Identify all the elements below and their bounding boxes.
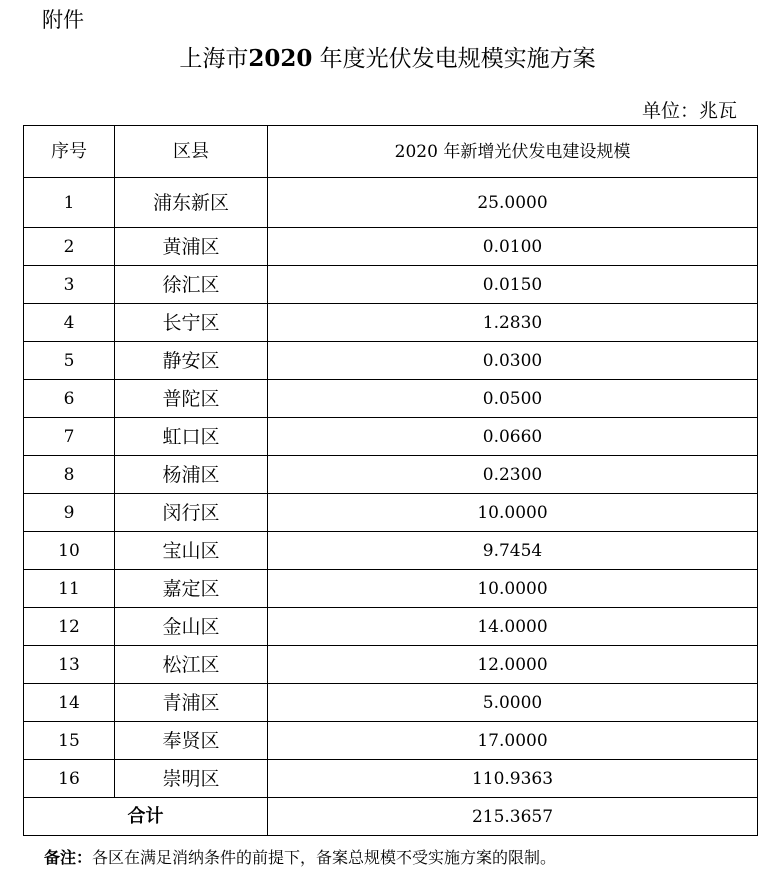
pv-scale-table [23, 125, 758, 836]
row-number: 10 [24, 532, 115, 570]
row-number: 11 [24, 570, 115, 608]
row-number: 14 [24, 684, 115, 722]
table-row [24, 608, 758, 646]
row-number: 8 [24, 456, 115, 494]
row-district: 普陀区 [115, 380, 268, 418]
row-number: 5 [24, 342, 115, 380]
table-header-row [24, 126, 758, 178]
row-value: 0.0100 [268, 228, 758, 266]
row-district: 杨浦区 [115, 456, 268, 494]
table-row [24, 380, 758, 418]
table-row [24, 342, 758, 380]
row-value: 5.0000 [268, 684, 758, 722]
table-row [24, 266, 758, 304]
table-row [24, 228, 758, 266]
footnote-label: 备注： [44, 848, 93, 867]
row-value: 10.0000 [268, 494, 758, 532]
header-no: 序号 [24, 126, 115, 178]
row-value: 17.0000 [268, 722, 758, 760]
table-row [24, 570, 758, 608]
row-district: 松江区 [115, 646, 268, 684]
row-value: 110.9363 [268, 760, 758, 798]
table-row [24, 532, 758, 570]
row-number: 9 [24, 494, 115, 532]
row-value: 0.0300 [268, 342, 758, 380]
row-number: 7 [24, 418, 115, 456]
row-number: 15 [24, 722, 115, 760]
table-row [24, 494, 758, 532]
row-district: 虹口区 [115, 418, 268, 456]
row-district: 金山区 [115, 608, 268, 646]
row-number: 16 [24, 760, 115, 798]
row-value: 25.0000 [268, 178, 758, 228]
row-value: 0.0660 [268, 418, 758, 456]
row-number: 1 [24, 178, 115, 228]
row-district: 宝山区 [115, 532, 268, 570]
header-district: 区县 [115, 126, 268, 178]
row-value: 12.0000 [268, 646, 758, 684]
row-district: 青浦区 [115, 684, 268, 722]
total-row [24, 798, 758, 836]
row-number: 4 [24, 304, 115, 342]
table-row [24, 418, 758, 456]
table-row [24, 722, 758, 760]
title-part1: 上海市 [179, 46, 249, 72]
row-district: 闵行区 [115, 494, 268, 532]
table-row [24, 178, 758, 228]
row-value: 0.0500 [268, 380, 758, 418]
unit-label: 单位：兆瓦 [641, 100, 737, 122]
row-number: 2 [24, 228, 115, 266]
row-district: 嘉定区 [115, 570, 268, 608]
table-row [24, 456, 758, 494]
attachment-label: 附件 [42, 8, 84, 32]
row-value: 14.0000 [268, 608, 758, 646]
row-district: 黄浦区 [115, 228, 268, 266]
row-district: 崇明区 [115, 760, 268, 798]
row-value: 1.2830 [268, 304, 758, 342]
footnote-text: 各区在满足消纳条件的前提下，备案总规模不受实施方案的限制。 [92, 848, 557, 867]
table-row [24, 646, 758, 684]
table-row [24, 684, 758, 722]
row-number: 6 [24, 380, 115, 418]
title-part2: 年度光伏发电规模实施方案 [319, 46, 596, 72]
row-value: 0.0150 [268, 266, 758, 304]
row-district: 长宁区 [115, 304, 268, 342]
table-row [24, 760, 758, 798]
row-value: 10.0000 [268, 570, 758, 608]
row-number: 12 [24, 608, 115, 646]
row-number: 13 [24, 646, 115, 684]
header-scale: 2020 年新增光伏发电建设规模 [268, 126, 758, 178]
total-value: 215.3657 [268, 798, 758, 836]
document-title [0, 40, 775, 73]
row-district: 浦东新区 [115, 178, 268, 228]
table-row [24, 304, 758, 342]
row-value: 0.2300 [268, 456, 758, 494]
row-number: 3 [24, 266, 115, 304]
footnote [44, 845, 556, 868]
total-label: 合计 [24, 798, 268, 836]
row-value: 9.7454 [268, 532, 758, 570]
row-district: 徐汇区 [115, 266, 268, 304]
row-district: 静安区 [115, 342, 268, 380]
title-year: 2020 [248, 45, 313, 72]
row-district: 奉贤区 [115, 722, 268, 760]
